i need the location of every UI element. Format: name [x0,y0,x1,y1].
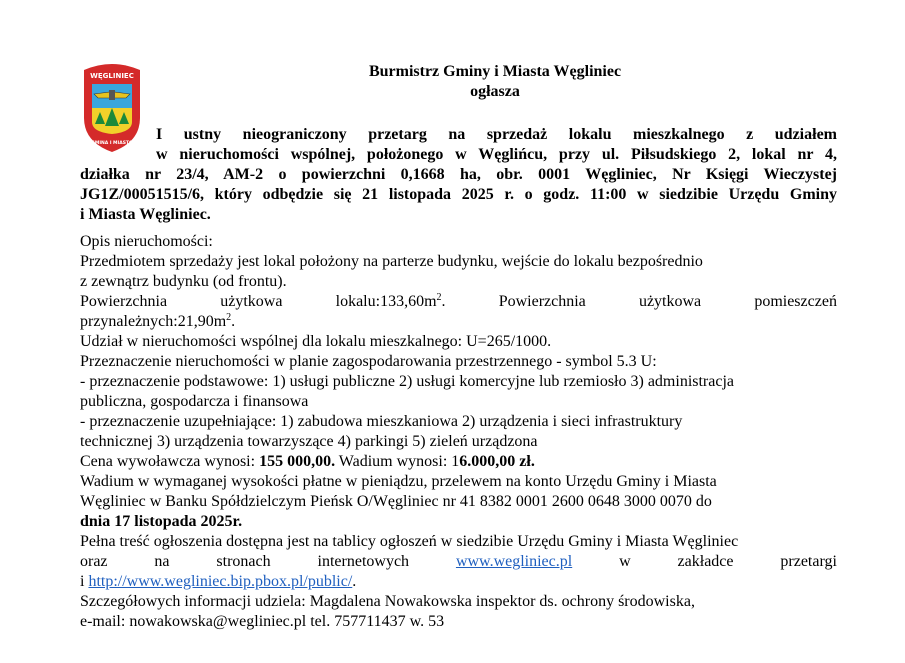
area-word: użytkowa [638,293,702,310]
title-line-3: działka nr 23/4, AM-2 o powierzchni 0,1668 ha, obr. 0001 Węgliniec, Nr Księgi Wieczystej [80,166,837,183]
text-word: przetargi [780,553,837,570]
title-line-5: i Miasta Węgliniec. [80,206,211,223]
crest-top-text: WĘGLINIEC [90,72,134,80]
area-word: Powierzchnia [498,293,586,310]
title-line-2: w nieruchomości wspólnej, położonego w Węglińcu, przy ul. Piłsudskiego 2, lokal nr 4, [156,146,837,163]
title-line-4: JG1Z/00051515/6, który odbędzie się 21 listopada 2025 r. o godz. 11:00 w siedzibie Urzędu Gminy [80,186,837,203]
text-word: stronach [216,553,271,570]
subject-line-2: z zewnątrz budynku (od frontu). [80,273,287,290]
full-text-line-2 [80,552,837,572]
text-word: zakładce [677,553,734,570]
share-text: Udział w nieruchomości wspólnej dla lokalu mieszkalnego: U=265/1000. [80,333,552,350]
deposit-info-line-2: Węgliniec w Banku Spółdzielczym Pieńsk O/Węgliniec nr 41 8382 0001 2600 0648 3000 0070 do [80,493,712,510]
area-word: Powierzchnia [80,293,168,310]
deposit-info-line-1: Wadium w wymaganej wysokości płatne w pieniądzu, przelewem na konto Urzędu Gminy i Miasta [80,473,717,490]
text-word: oraz [80,553,108,570]
ancillary-area-value: $przynależnych:21,90m^2$. [80,312,236,330]
deposit-value: 6.000,00 zł. [459,453,535,470]
text-word: internetowych [317,553,410,570]
usable-area-value: $lokalu:133,60m^2$. [335,292,446,310]
announcement-header [150,62,840,102]
supplementary-use-line-1: - przeznaczenie uzupełniające: 1) zabudowa mieszkaniowa 2) urządzenia i sieci infrastruktury [80,413,683,430]
deposit-deadline: dnia 17 listopada 2025r. [80,513,243,530]
starting-price-value: 155 000,00. [259,453,336,470]
starting-price-label: Cena wywoławcza wynosi: [80,453,260,470]
subject-line-1: Przedmiotem sprzedaży jest lokal położony na parterze budynku, wejście do lokalu bezpośrednio [80,253,703,270]
deposit-label: Wadium wynosi: 1 [335,453,460,470]
website-link[interactable]: www.wegliniec.pl [455,553,573,570]
announces-label: ogłasza [470,83,520,100]
crest-bottom-text: GMINA I MIASTO [91,141,133,146]
full-text-line-3: i http://www.wegliniec.bip.pbox.pl/public/. [80,573,357,590]
text-word: w [619,553,631,570]
area-word: pomieszczeń [754,293,837,310]
supplementary-use-line-2: technicznej 3) urządzenia towarzyszące 4) parkingi 5) zieleń urządzona [80,433,538,450]
area-line-1 [80,292,837,312]
tender-title [80,125,837,225]
primary-use-line-1: - przeznaczenie podstawowe: 1) usługi publiczne 2) usługi komercyjne lub rzemiosło 3) administracja [80,373,735,390]
issuer-title: Burmistrz Gminy i Miasta Węgliniec [368,63,622,80]
zoning-text: Przeznaczenie nieruchomości w planie zagospodarowania przestrzennego - symbol 5.3 U: [80,353,657,370]
bip-link[interactable]: http://www.wegliniec.bip.pbox.pl/public/ [88,573,353,590]
title-line-1: I ustny nieograniczony przetarg na sprzedaż lokalu mieszkalnego z udziałem [156,126,837,143]
announcement-body [80,232,837,632]
contact-line-2: e-mail: nowakowska@wegliniec.pl tel. 757711437 w. 53 [80,613,445,630]
full-text-line-1: Pełna treść ogłoszenia dostępna jest na tablicy ogłoszeń w siedzibie Urzędu Gminy i Miasta Węgliniec [80,533,739,550]
description-label: Opis nieruchomości: [80,233,213,250]
price-line [80,452,837,472]
contact-line-1: Szczegółowych informacji udziela: Magdalena Nowakowska inspektor ds. ochrony środowiska, [80,593,695,610]
primary-use-line-2: publiczna, gospodarcza i finansowa [80,393,309,410]
area-word: użytkowa [220,293,283,310]
text-word: na [154,553,170,570]
